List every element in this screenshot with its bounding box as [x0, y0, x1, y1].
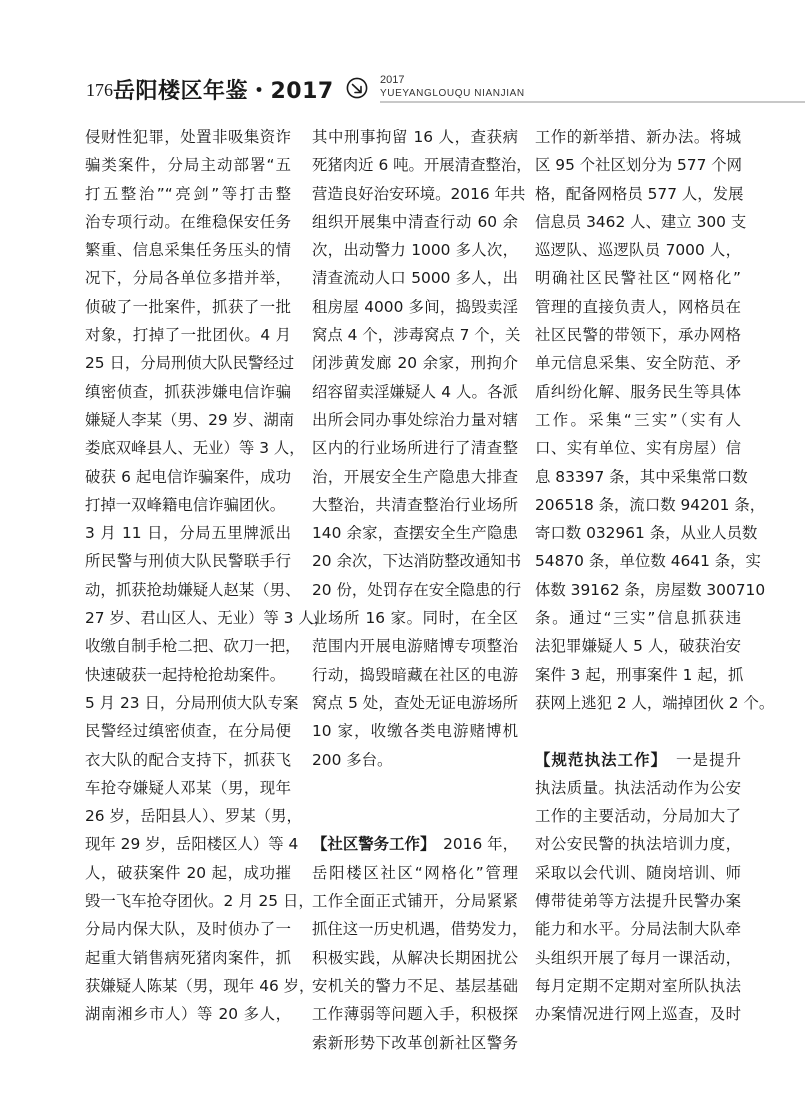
- text-line: 获嫌疑人陈某（男，现年 46 岁，: [85, 976, 315, 995]
- text-line: 执法质量。执法活动作为公安: [535, 778, 741, 797]
- text-line: 收缴自制手枪二把、砍刀一把，: [85, 637, 301, 656]
- section-heading-line: [535, 746, 741, 774]
- text-line: 车抢夺嫌疑人邓某（男，现年: [85, 778, 291, 797]
- text-line: 对公安民警的执法培训力度，: [535, 835, 741, 854]
- text-line: 打五整治”“亮剑”等打击整: [85, 184, 291, 203]
- text-line: 区 95 个社区划分为 577 个网: [535, 156, 743, 175]
- header-en-year: 2017: [380, 74, 405, 86]
- text-line: 清查流动人口 5000 多人，出: [312, 269, 518, 288]
- text-line: 工作。采集“三实”（实有人: [535, 410, 741, 429]
- text-column-3: [535, 123, 775, 1029]
- text-line: 衣大队的配合支持下，抓获飞: [85, 750, 291, 769]
- header-en-name: YUEYANGLOUQU NIANJIAN: [380, 88, 525, 99]
- text-column-1: [85, 123, 330, 1029]
- text-line: 法犯罪嫌疑人 5 人，破获治安: [535, 637, 741, 656]
- text-line: 死猪肉近 6 吨。开展清查整治，: [312, 156, 532, 175]
- text-line: 治专项行动。在维稳保安任务: [85, 212, 291, 231]
- community-policing-paragraph: [312, 859, 528, 1057]
- text-line: 组织开展集中清查行动 60 余: [312, 212, 518, 231]
- text-line: 窝点 5 处，查处无证电游场所: [312, 693, 518, 712]
- text-line: 10 家，收缴各类电游赌博机: [312, 722, 518, 741]
- text-line: 缜密侦查，抓获涉嫌电信诈骗: [85, 382, 291, 401]
- text-line: 口、实有单位、实有房屋）信: [535, 439, 741, 458]
- text-line: 工作薄弱等问题入手，积极探: [312, 1005, 518, 1024]
- text-line: 格，配备网格员 577 人，发展: [535, 184, 744, 203]
- column-3-paragraph: [535, 123, 775, 717]
- text-line: 民警经过缜密侦查，在分局便: [85, 722, 291, 741]
- text-line: 能力和水平。分局法制大队牵: [535, 920, 741, 939]
- text-line: 3 月 11 日，分局五里牌派出: [85, 524, 291, 543]
- text-line: 26 岁，岳阳县人）、罗某（男，: [85, 807, 302, 826]
- paragraph-gap: [312, 802, 518, 830]
- text-line: 所民警与刑侦大队民警联手行: [85, 552, 291, 571]
- text-line: 每月定期不定期对室所队执法: [535, 976, 741, 995]
- text-line: 5 月 23 日，分局刑侦大队专案: [85, 693, 299, 712]
- page-header: [0, 68, 805, 118]
- text-line: 侵财性犯罪，处置非吸集资诈: [85, 128, 291, 146]
- text-line: 动，抓获抢劫嫌疑人赵某（男、: [85, 580, 301, 599]
- section-heading-line: [312, 830, 518, 858]
- text-line: 明确社区民警社区“网格化”: [535, 269, 741, 288]
- text-line: 27 岁、君山区人、无业）等 3 人，: [85, 609, 330, 628]
- text-line: 闭涉黄发廊 20 余家，刑拘介: [312, 354, 518, 373]
- paragraph-gap: [312, 774, 518, 802]
- text-line: 54870 条，单位数 4641 条，实: [535, 552, 761, 571]
- text-line: 头组织开展了每月一课活动，: [535, 948, 741, 967]
- text-line: 业场所 16 家。同时，在全区: [312, 609, 518, 628]
- text-line: 安机关的警力不足、基层基础: [312, 976, 518, 995]
- paragraph-gap: [535, 717, 741, 745]
- text-line: 况下，分局各单位多措并举，: [85, 269, 291, 288]
- text-line: 骗类案件，分局主动部署“五: [85, 156, 291, 175]
- text-line: 体数 39162 条，房屋数 300710: [535, 580, 766, 599]
- text-line: 索新形势下改革创新社区警务: [312, 1033, 518, 1052]
- book-title: 岳阳楼区年鉴・2017: [113, 79, 334, 104]
- text-line: 巡逻队、巡逻队员 7000 人，: [535, 241, 741, 260]
- text-line: 娄底双峰县人、无业）等 3 人，: [85, 439, 305, 458]
- text-line: 社区民警的带领下，承办网格: [535, 326, 741, 345]
- page-number: 176: [86, 80, 113, 100]
- text-line: 对象，打掉了一批团伙。4 月: [85, 326, 291, 345]
- text-line: 范围内开展电游赌博专项整治: [312, 637, 518, 656]
- text-line: 200 多台。: [312, 750, 393, 769]
- text-line: 20 份，处罚存在安全隐患的行: [312, 580, 522, 599]
- text-line: 206518 条，流口数 94201 条，: [535, 495, 766, 514]
- text-line: 侦破了一批案件，抓获了一批: [85, 297, 291, 316]
- text-line: 快速破获一起持枪抢劫案件。: [85, 665, 286, 684]
- text-line: 案件 3 起，刑事案件 1 起，抓: [535, 665, 744, 684]
- text-line: 起重大销售病死猪肉案件，抓: [85, 948, 291, 967]
- text-line: 25 日，分局刑侦大队民警经过: [85, 354, 295, 373]
- text-line: 息 83397 条，其中采集常口数: [535, 467, 748, 486]
- text-line: 毁一飞车抢夺团伙。2 月 25 日，: [85, 892, 314, 911]
- text-line: 积极实践，从解决长期困扰公: [312, 948, 518, 967]
- text-line: 治，开展安全生产隐患大排查: [312, 467, 518, 486]
- text-line: 傅带徒弟等方法提升民警办案: [535, 892, 741, 911]
- section-title-law-enforcement: 【规范执法工作】: [535, 750, 660, 769]
- text-line: 行动，捣毁暗藏在社区的电游: [312, 665, 518, 684]
- text-line: 信息员 3462 人、建立 300 支: [535, 212, 747, 231]
- text-line: 其中刑事拘留 16 人，查获病: [312, 128, 518, 146]
- text-line: 140 余家，查摆安全生产隐患: [312, 524, 518, 543]
- header-rule: [380, 101, 805, 103]
- text-line: 大整治，共清查整治行业场所: [312, 495, 518, 514]
- text-line: 采取以会代训、随岗培训、师: [535, 863, 741, 882]
- text-line: 湖南湘乡市人）等 20 多人，: [85, 1005, 291, 1024]
- text-line: 20 余次，下达消防整改通知书: [312, 552, 522, 571]
- text-line: 破获 6 起电信诈骗案件，成功: [85, 467, 291, 486]
- text-line: 分局内保大队，及时侦办了一: [85, 920, 291, 939]
- text-line: 嫌疑人李某（男、29 岁、湖南: [85, 410, 295, 429]
- text-line: 繁重、信息采集任务压头的情: [85, 241, 291, 260]
- text-line: 条。通过“三实”信息抓获违: [535, 609, 741, 628]
- text-line: 工作的主要活动，分局加大了: [535, 807, 741, 826]
- text-line: 次，出动警力 1000 多人次，: [312, 241, 518, 260]
- text-line: 单元信息采集、安全防范、矛: [535, 354, 741, 373]
- text-line: 岳阳楼区社区“网格化”管理: [312, 863, 518, 882]
- text-line: 窝点 4 个，涉毒窝点 7 个，关: [312, 326, 521, 345]
- text-line: 盾纠纷化解、服务民生等具体: [535, 382, 741, 401]
- text-line: 现年 29 岁，岳阳楼区人）等 4: [85, 835, 299, 854]
- section-title-community-policing: 【社区警务工作】: [312, 835, 428, 854]
- text-line: 获网上逃犯 2 人，端掉团伙 2 个。: [535, 693, 775, 712]
- text-line: 出所会同办事处综治力量对辖: [312, 410, 518, 429]
- section-first-text: 2016 年，: [427, 835, 518, 854]
- text-line: 打掉一双峰籍电信诈骗团伙。: [85, 495, 286, 514]
- text-column-2: [312, 123, 532, 1057]
- column-2-paragraph: [312, 123, 532, 774]
- text-line: 绍容留卖淫嫌疑人 4 人。各派: [312, 382, 518, 401]
- text-line: 营造良好治安环境。2016 年共: [312, 184, 526, 203]
- text-line: 人，破获案件 20 起，成功摧: [85, 863, 291, 882]
- text-line: 租房屋 4000 多间，捣毁卖淫: [312, 297, 518, 316]
- text-line: 工作全面正式铺开，分局紧紧: [312, 892, 518, 911]
- text-line: 区内的行业场所进行了清查整: [312, 439, 518, 458]
- arrow-circle-icon: [346, 77, 368, 99]
- section-first-text: 一是提升: [659, 750, 741, 769]
- text-line: 工作的新举措、新办法。将城: [535, 128, 741, 146]
- text-line: 寄口数 032961 条，从业人员数: [535, 524, 758, 543]
- text-line: 办案情况进行网上巡查，及时: [535, 1005, 741, 1024]
- text-line: 抓住这一历史机遇，借势发力，: [312, 920, 528, 939]
- text-line: 管理的直接负责人，网格员在: [535, 297, 741, 316]
- law-enforcement-paragraph: [535, 774, 741, 1029]
